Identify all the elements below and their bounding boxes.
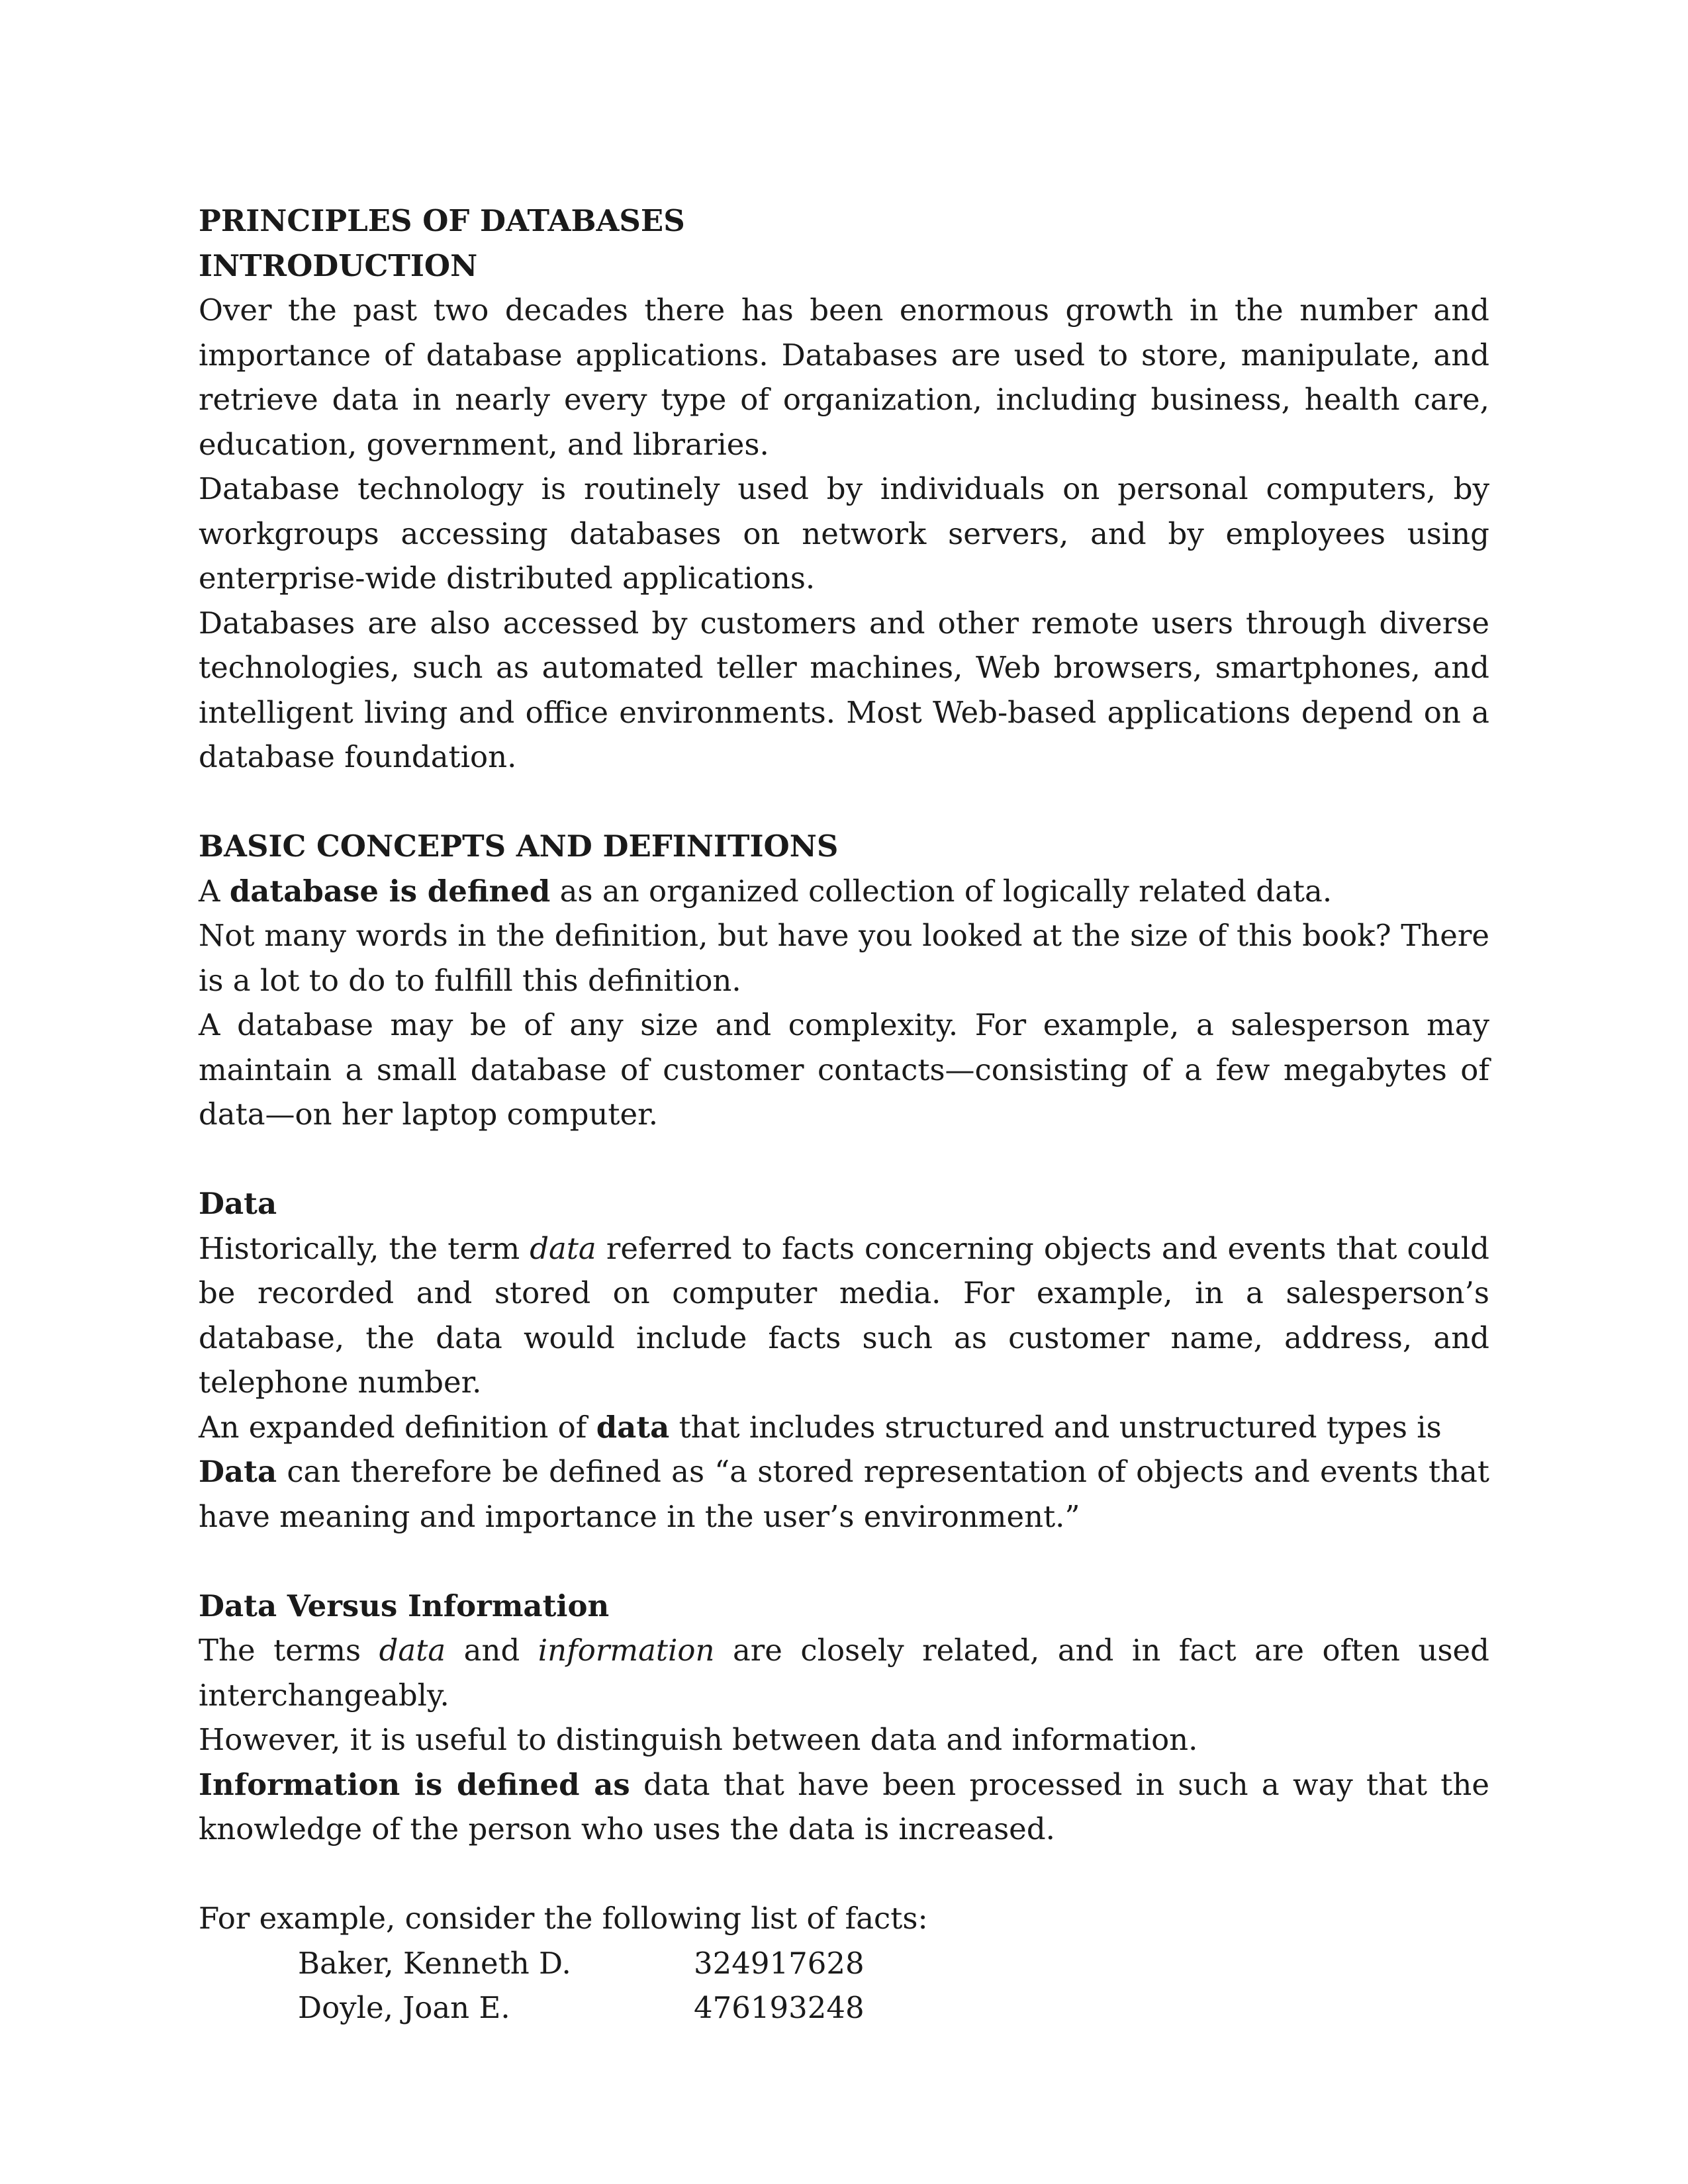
introduction-paragraph: Databases are also accessed by customers and other remote users through diverse technologies, such as automated teller machines, Web browsers, smartphones, and intelligent living and office environments. Most Web-based applications depend on a database foundation. xyxy=(199,605,1489,774)
data-definition: Data can therefore be defined as “a stored representation of objects and events that have meaning and importance in the user’s environment.” xyxy=(199,1454,1489,1534)
document-page xyxy=(199,199,1489,2030)
fact-number: 324917628 xyxy=(694,1945,865,1981)
introduction-paragraph: Over the past two decades there has been enormous growth in the number and importance of database applications. Databases are used to store, manipulate, and retrieve data in nearly every type of organization, including business, health care, education, government, and libraries. xyxy=(199,293,1489,462)
section-gap xyxy=(199,1137,1489,1182)
fact-number: 476193248 xyxy=(694,1990,865,2025)
database-definition: A database is defined as an organized collection of logically related data. xyxy=(199,873,1333,909)
basic-concepts-paragraph: Not many words in the definition, but have you looked at the size of this book? There is a lot to do to fulfill this definition. xyxy=(199,918,1489,998)
data-vs-information-paragraph: However, it is useful to distinguish between data and information. xyxy=(199,1722,1198,1757)
fact-name: Baker, Kenneth D. xyxy=(298,1945,571,1981)
fact-row xyxy=(199,1941,1489,1986)
data-vs-information-heading: Data Versus Information xyxy=(199,1588,610,1623)
example-intro: For example, consider the following list of facts: xyxy=(199,1901,928,1936)
data-vs-information-paragraph: The terms data and information are closely related, and in fact are often used interchangeably. xyxy=(199,1633,1489,1713)
basic-concepts-paragraph: A database may be of any size and complexity. For example, a salesperson may maintain a small database of customer contacts—consisting of a few megabytes of data—on her laptop computer. xyxy=(199,1007,1489,1132)
introduction-heading: INTRODUCTION xyxy=(199,248,478,283)
fact-row xyxy=(199,1985,1489,2030)
introduction-paragraph: Database technology is routinely used by individuals on personal computers, by workgroups accessing databases on network servers, and by employees using enterprise-wide distributed applications. xyxy=(199,471,1489,596)
basic-concepts-heading: BASIC CONCEPTS AND DEFINITIONS xyxy=(199,829,839,864)
section-gap xyxy=(199,1852,1489,1897)
section-gap xyxy=(199,1539,1489,1584)
data-heading: Data xyxy=(199,1186,277,1221)
data-paragraph: Historically, the term data referred to facts concerning objects and events that could be recorded and stored on computer media. For example, in a salesperson’s database, the data would include facts such as customer name, address, and telephone number. xyxy=(199,1230,1489,1400)
fact-name: Doyle, Joan E. xyxy=(298,1990,510,2025)
information-definition: Information is defined as data that have been processed in such a way that the knowledge of the person who uses the data is increased. xyxy=(199,1766,1490,1846)
data-paragraph: An expanded definition of data that includes structured and unstructured types is xyxy=(199,1409,1442,1445)
database-definition-term: database is defined xyxy=(229,873,551,909)
document-title: PRINCIPLES OF DATABASES xyxy=(199,203,685,238)
section-gap xyxy=(199,780,1489,825)
